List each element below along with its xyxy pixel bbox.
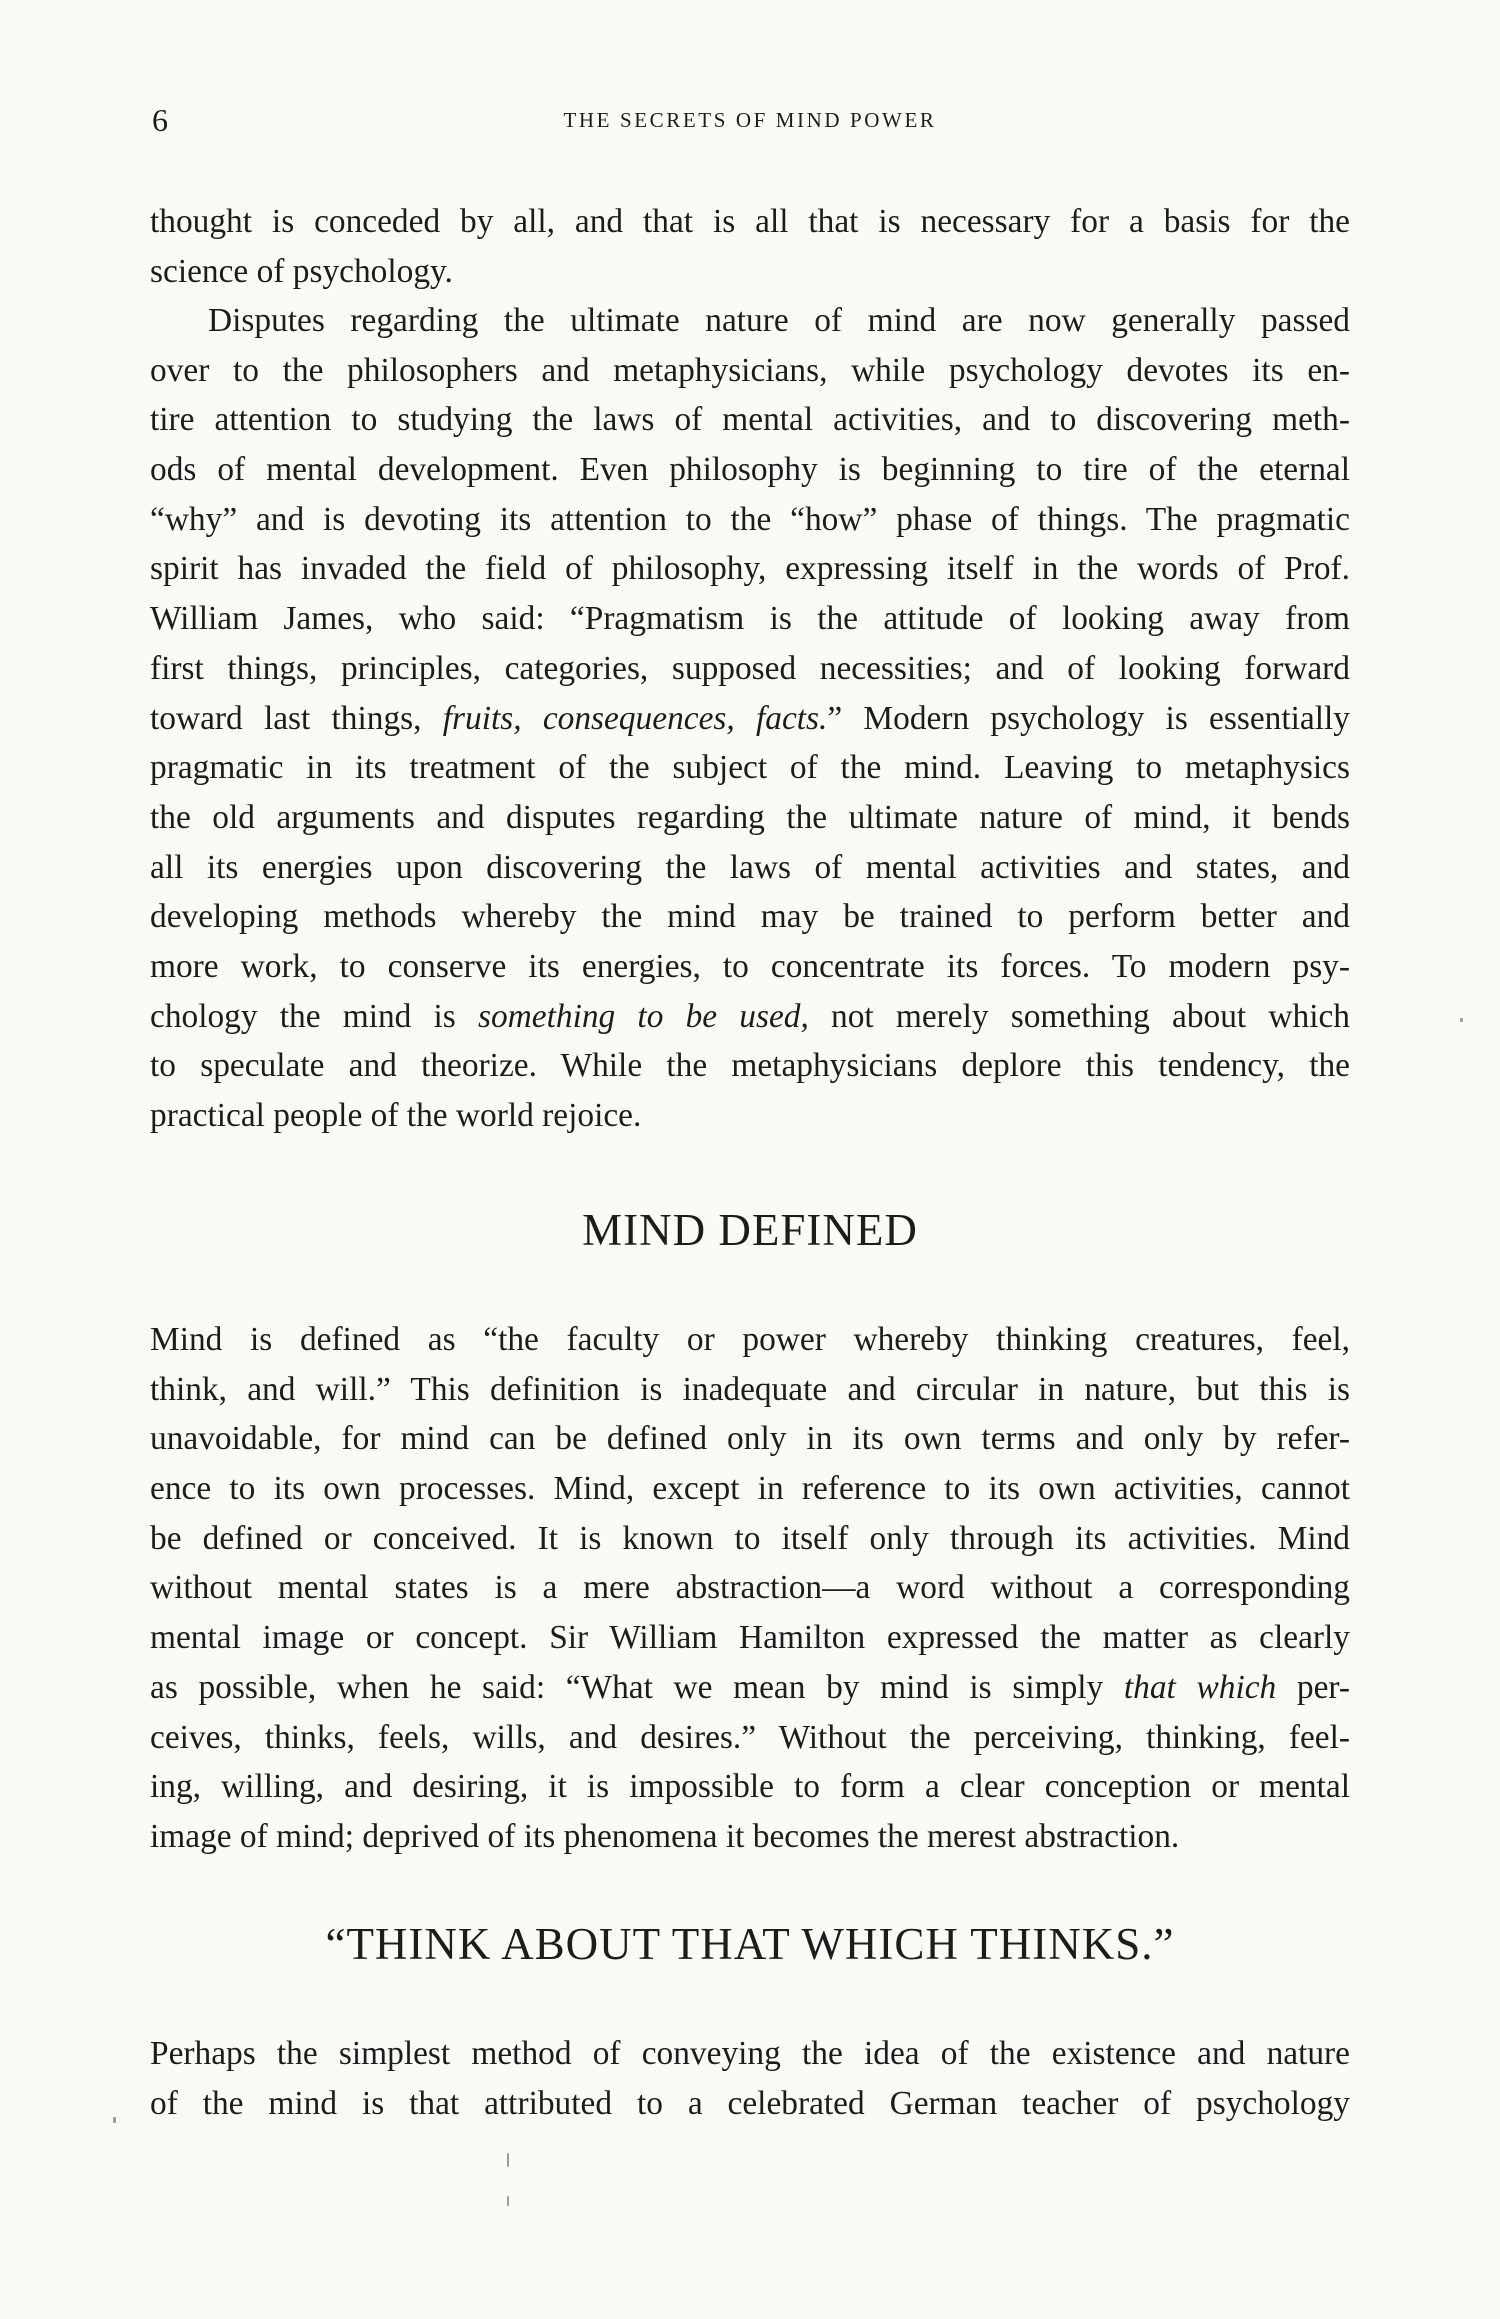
text-line: pragmatic in its treatment of the subject of the mind. Leaving to metaphysics xyxy=(150,749,1350,787)
text-line: be defined or conceived. It is known to itself only through its activities. Mind xyxy=(150,1519,1350,1557)
text-line: unavoidable, for mind can be defined only in its own terms and only by refer- xyxy=(150,1420,1350,1458)
text-line: over to the philosophers and metaphysicians, while psychology devotes its en- xyxy=(150,351,1350,389)
text-line: to speculate and theorize. While the metaphysicians deplore this tendency, the xyxy=(150,1047,1350,1085)
text-line: tire attention to studying the laws of mental activities, and to discovering meth- xyxy=(150,401,1350,439)
text-line: ceives, thinks, feels, wills, and desires.” Without the perceiving, thinking, feel- xyxy=(150,1718,1350,1756)
paragraph-continuation xyxy=(150,197,1350,296)
section-heading-think: “THINK ABOUT THAT WHICH THINKS.” xyxy=(325,1919,1175,1969)
text-line: thought is conceded by all, and that is all that is necessary for a basis for the xyxy=(150,203,1350,240)
text-line: image of mind; deprived of its phenomena it becomes the merest abstraction. xyxy=(150,1817,1180,1855)
line-segment: ” Modern psychology is essentially xyxy=(827,699,1350,737)
line-segment: chology the mind is xyxy=(150,997,478,1035)
scan-speck xyxy=(113,2117,116,2123)
text-line: science of psychology. xyxy=(150,252,453,290)
text-line: first things, principles, categories, supposed necessities; and of looking forward xyxy=(150,649,1350,687)
italic-phrase: something to be used, xyxy=(477,997,809,1035)
running-title: THE SECRETS OF MIND POWER xyxy=(563,108,937,132)
text-line: William James, who said: “Pragmatism is the attitude of looking away from xyxy=(150,600,1350,638)
text-line: without mental states is a mere abstraction—a word without a corresponding xyxy=(150,1569,1350,1607)
line-segment: not merely something about which xyxy=(808,997,1350,1035)
line-segment: per- xyxy=(1276,1668,1350,1706)
text-line xyxy=(150,1663,1350,1713)
line-segment: toward last things, xyxy=(150,699,443,737)
text-line: of the mind is that attributed to a celebrated German teacher of psychology xyxy=(150,2084,1350,2122)
page-number: 6 xyxy=(152,102,168,138)
italic-phrase: fruits, consequences, facts. xyxy=(442,699,828,737)
paragraph-mind-defined xyxy=(150,1315,1350,1862)
text-line: Disputes regarding the ultimate nature of mind are now generally passed xyxy=(208,302,1350,339)
text-line: practical people of the world rejoice. xyxy=(150,1097,642,1134)
text-line xyxy=(150,694,1350,744)
scan-speck xyxy=(507,2153,509,2167)
scan-speck xyxy=(507,2196,509,2206)
paragraph-perhaps xyxy=(150,2029,1350,2128)
text-line: “why” and is devoting its attention to the “how” phase of things. The pragmatic xyxy=(150,500,1350,538)
scan-speck xyxy=(1460,1018,1463,1022)
section-heading-mind-defined: MIND DEFINED xyxy=(582,1205,918,1255)
running-head xyxy=(152,100,1348,140)
text-line: all its energies upon discovering the laws of mental activities and states, and xyxy=(150,848,1350,886)
italic-phrase: that which xyxy=(1123,1668,1277,1706)
text-line: spirit has invaded the field of philosophy, expressing itself in the words of Prof. xyxy=(150,550,1350,588)
paragraph-disputes xyxy=(150,296,1350,1141)
text-line: developing methods whereby the mind may be trained to perform better and xyxy=(150,898,1350,936)
text-line xyxy=(150,992,1350,1042)
text-line: Perhaps the simplest method of conveying the idea of the existence and nature xyxy=(150,2035,1350,2072)
text-line: ence to its own processes. Mind, except in reference to its own activities, cannot xyxy=(150,1470,1350,1508)
text-line: Mind is defined as “the faculty or power whereby thinking creatures, feel, xyxy=(150,1321,1350,1358)
text-line: more work, to conserve its energies, to concentrate its forces. To modern psy- xyxy=(150,947,1350,985)
text-line: think, and will.” This definition is inadequate and circular in nature, but this is xyxy=(150,1370,1350,1408)
text-line: mental image or concept. Sir William Hamilton expressed the matter as clearly xyxy=(150,1619,1350,1657)
line-segment: as possible, when he said: “What we mean by mind is simply xyxy=(150,1668,1124,1706)
text-line: ods of mental development. Even philosophy is beginning to tire of the eternal xyxy=(150,451,1350,489)
text-line: ing, willing, and desiring, it is impossible to form a clear conception or mental xyxy=(150,1768,1350,1806)
text-line: the old arguments and disputes regarding the ultimate nature of mind, it bends xyxy=(150,798,1350,836)
